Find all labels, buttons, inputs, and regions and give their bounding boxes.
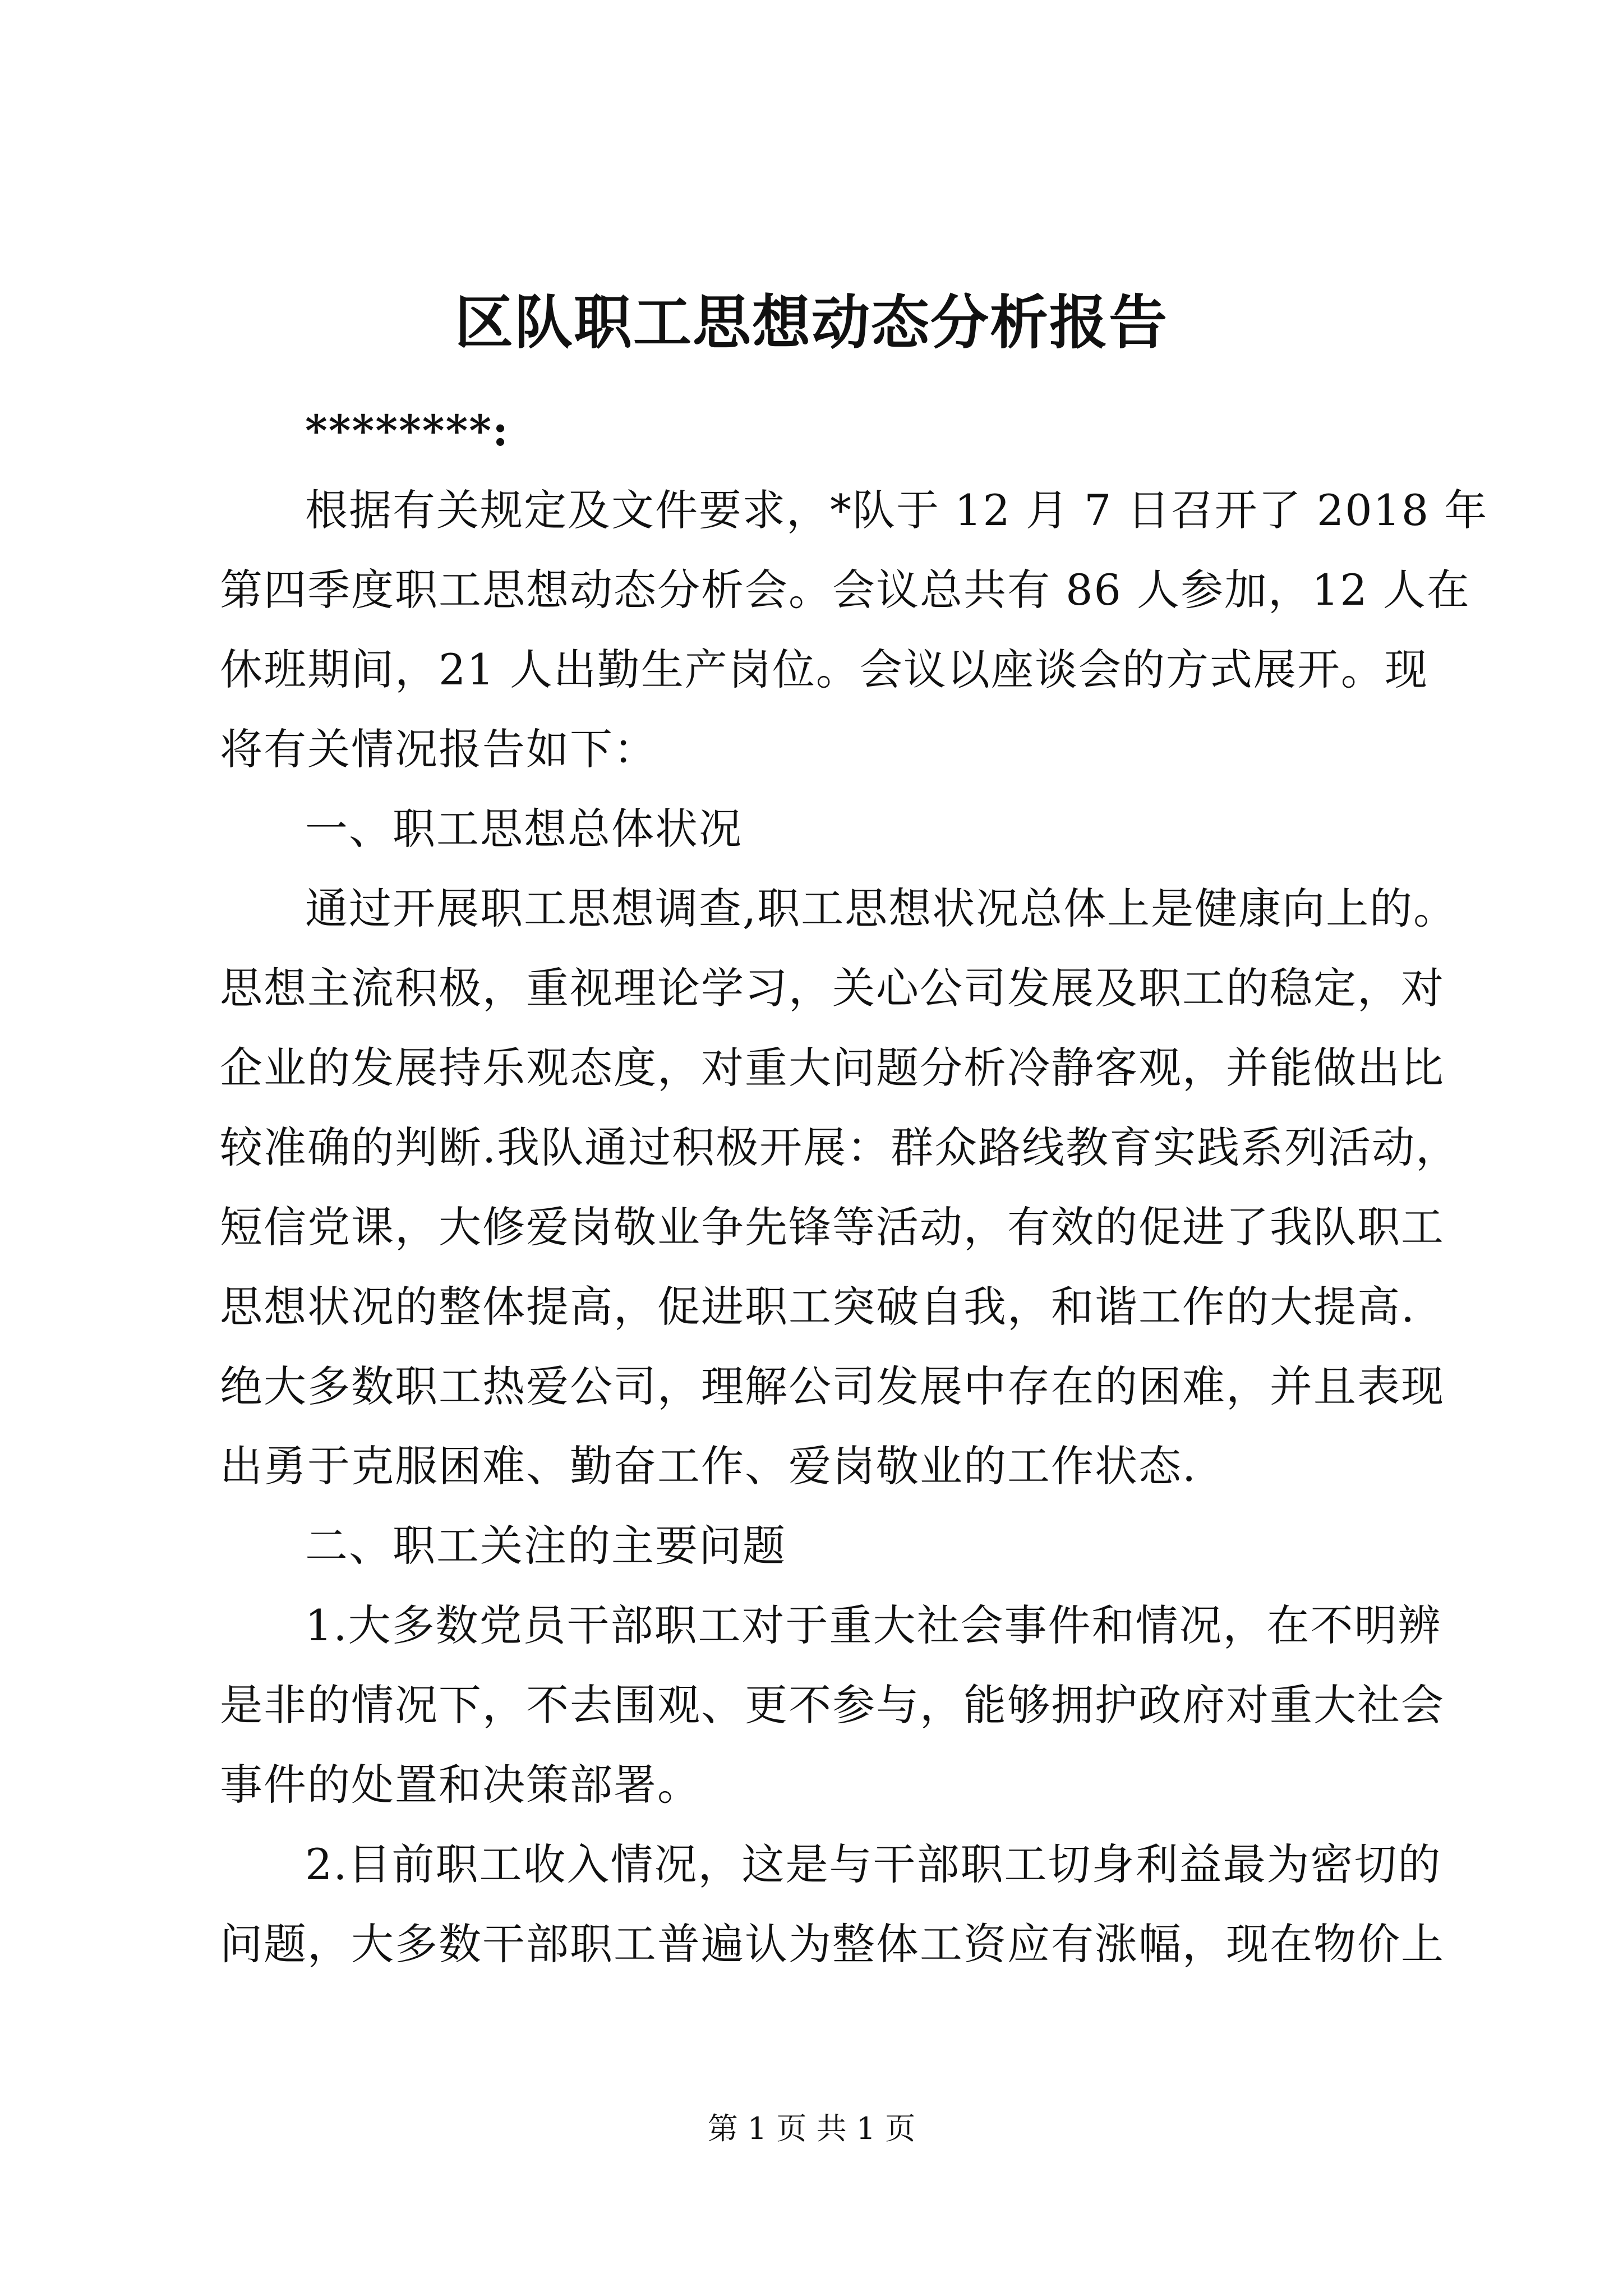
section-heading: 二、职工关注的主要问题 xyxy=(305,1521,786,1571)
document-body xyxy=(220,391,1488,1984)
paragraph-line: 绝大多数职工热爱公司，理解公司发展中存在的困难，并且表现 xyxy=(220,1361,1445,1411)
paragraph-line: 思想主流积极，重视理论学习，关心公司发展及职工的稳定，对 xyxy=(220,963,1445,1013)
paragraph-line: 1.大多数党员干部职工对于重大社会事件和情况，在不明辨 xyxy=(305,1600,1442,1650)
paragraph-line: 休班期间，21 人出勤生产岗位。会议以座谈会的方式展开。现 xyxy=(220,645,1428,694)
paragraph-line: 第四季度职工思想动态分析会。会议总共有 86 人参加，12 人在 xyxy=(220,565,1470,615)
paragraph-line: 根据有关规定及文件要求，*队于 12 月 7 日召开了 2018 年 xyxy=(305,485,1488,535)
document-title: 区队职工思想动态分析报告 xyxy=(454,288,1168,357)
paragraph-line: 通过开展职工思想调查,职工思想状况总体上是健康向上的。 xyxy=(305,884,1458,933)
section-heading: 一、职工思想总体状况 xyxy=(305,804,743,854)
paragraph-line: 是非的情况下，不去围观、更不参与，能够拥护政府对重大社会 xyxy=(220,1680,1445,1730)
paragraph-line: 企业的发展持乐观态度，对重大问题分析冷静客观，并能做出比 xyxy=(220,1043,1445,1093)
paragraph-line: 较准确的判断.我队通过积极开展：群众路线教育实践系列活动， xyxy=(220,1122,1460,1172)
paragraph-line: 事件的处置和决策部署。 xyxy=(220,1760,701,1810)
paragraph-line: 将有关情况报告如下： xyxy=(220,724,657,774)
paragraph-line: 问题，大多数干部职工普遍认为整体工资应有涨幅，现在物价上 xyxy=(220,1919,1445,1969)
paragraph-line: 出勇于克服困难、勤奋工作、爱岗敬业的工作状态. xyxy=(220,1441,1197,1491)
paragraph-line: 思想状况的整体提高，促进职工突破自我，和谐工作的大提高. xyxy=(220,1282,1416,1332)
paragraph-line: 2.目前职工收入情况，这是与干部职工切身利益最为密切的 xyxy=(305,1839,1442,1889)
paragraph-line: 短信党课，大修爱岗敬业争先锋等活动，有效的促进了我队职工 xyxy=(220,1202,1445,1252)
salutation: ********: xyxy=(305,406,510,455)
page-footer: 第 1 页 共 1 页 xyxy=(707,2111,916,2146)
